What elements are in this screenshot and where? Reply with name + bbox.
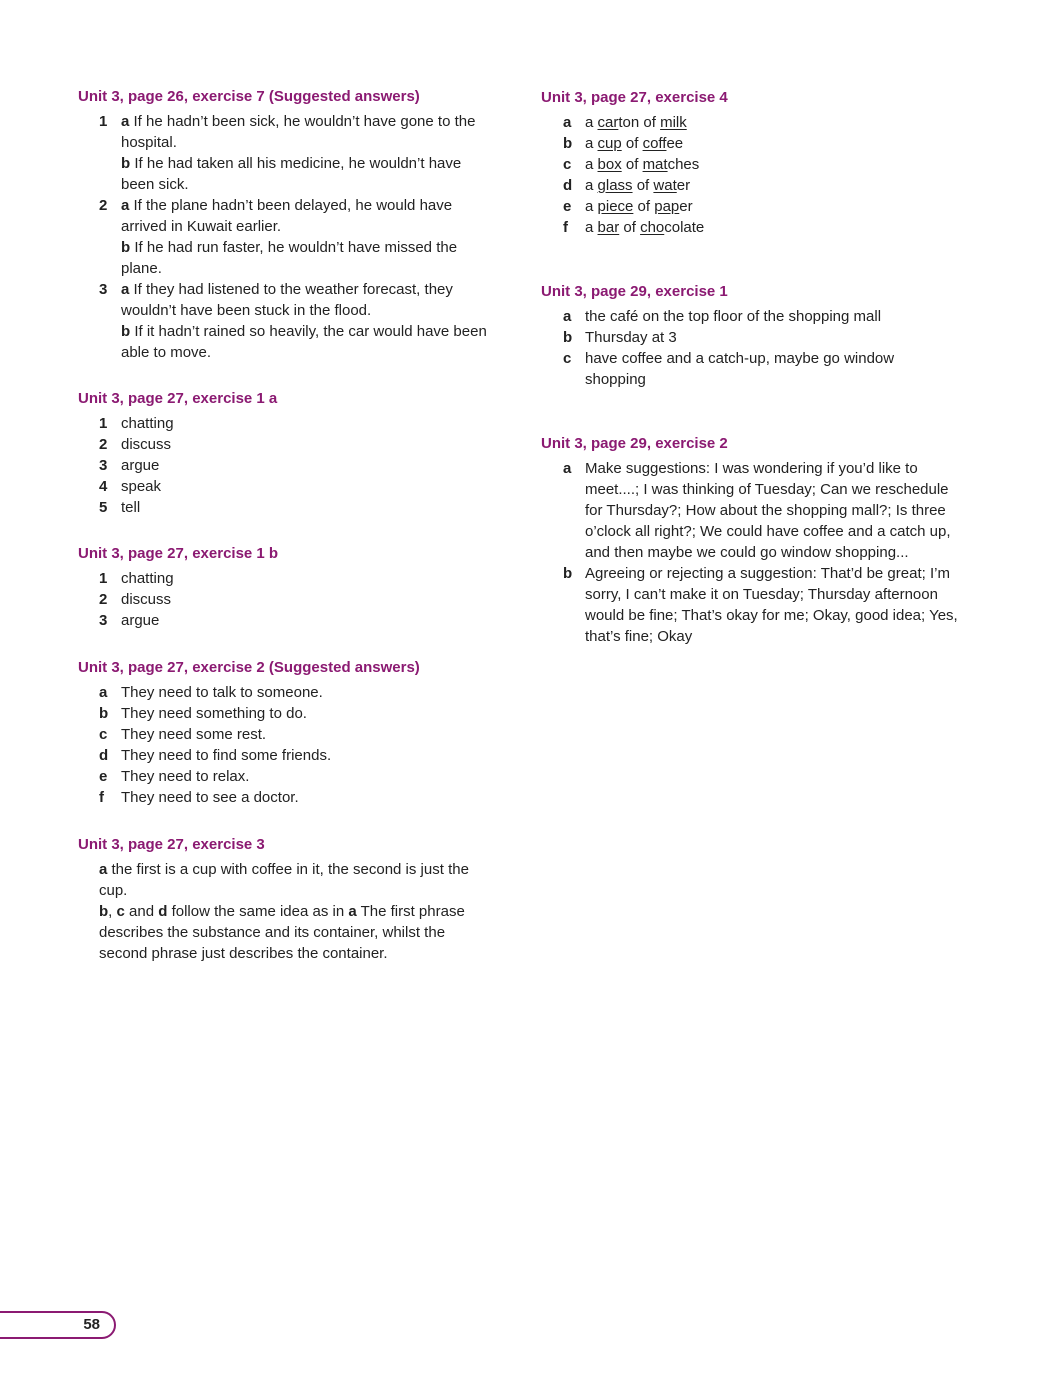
word-rest: ee — [666, 135, 684, 152]
item-label: a — [99, 684, 108, 701]
sub-label: a — [121, 113, 130, 130]
underlined-part: mat — [642, 156, 668, 173]
list-item — [99, 413, 277, 434]
underlined-part: piece — [597, 198, 634, 215]
answer-text: and — [124, 903, 159, 920]
answer-text: chatting — [121, 570, 174, 587]
list-item — [563, 175, 728, 196]
list-item — [99, 766, 420, 787]
list-item — [99, 476, 277, 497]
list-item — [99, 568, 278, 589]
answer-text: chatting — [121, 415, 174, 432]
item-label: 2 — [99, 591, 108, 608]
article: a — [585, 198, 598, 215]
section-heading: Unit 3, page 27, exercise 1 b — [78, 545, 279, 562]
list-item — [563, 112, 728, 133]
item-label: b — [563, 565, 573, 582]
section-heading: Unit 3, page 26, exercise 7 (Suggested answers) — [78, 88, 420, 105]
answer-text: have coffee and a catch-up, maybe go window shopping — [585, 350, 895, 388]
answer-text: If the plane hadn’t been delayed, he would have arrived in Kuwait earlier. — [121, 197, 453, 235]
answer-text: Make suggestions: I was wondering if you’d like to meet....; I was thinking of Tuesday; Can we reschedule for Thursday?; How about the shopping mall?; Is three o’clock all right?; We could have coffee and a catch up, and then maybe we could go window shopping... — [585, 460, 951, 561]
answer-text: Agreeing or rejecting a suggestion: That’d be great; I’m sorry, I can’t make it on Tuesday; Thursday afternoon would be fine; That’s okay for me; Okay, good idea; Yes, that’s fine; Okay — [585, 565, 958, 645]
answer-text: They need to see a doctor. — [121, 789, 299, 806]
section-heading: Unit 3, page 29, exercise 2 — [541, 435, 728, 452]
item-label: e — [563, 198, 572, 215]
underlined-part: car — [597, 114, 619, 131]
list-item — [563, 133, 728, 154]
section-heading: Unit 3, page 27, exercise 3 — [78, 836, 265, 853]
answer-text — [585, 154, 728, 175]
list-item — [563, 458, 958, 563]
sub-label: d — [158, 903, 168, 920]
section-ex4 — [541, 88, 728, 238]
answer-text: tell — [121, 499, 141, 516]
list-item — [563, 154, 728, 175]
item-label: a — [563, 308, 572, 325]
item-label: c — [563, 350, 572, 367]
answer-text: the first is a cup with coffee in it, the second is just the cup. — [99, 861, 469, 899]
item-label: 5 — [99, 499, 108, 516]
item-label: a — [563, 460, 572, 477]
sub-label: b — [99, 903, 109, 920]
underlined-part: cup — [597, 135, 622, 152]
answer-text: The first phrase describes the substance and its container, whilst the second phrase just describes the container. — [99, 903, 465, 962]
section-ex1a — [78, 389, 277, 518]
word-rest: ches — [667, 156, 700, 173]
list-item — [99, 111, 489, 195]
list-item — [99, 279, 489, 363]
article: a — [585, 177, 598, 194]
item-label: 2 — [99, 436, 108, 453]
item-label: b — [563, 135, 573, 152]
answer-text: They need to talk to someone. — [121, 684, 323, 701]
item-label: b — [563, 329, 573, 346]
list-item — [99, 682, 420, 703]
list-item — [563, 327, 933, 348]
underlined-part: coff — [642, 135, 667, 152]
list-item — [99, 610, 278, 631]
section-ex3 — [78, 835, 498, 964]
sub-label: a — [121, 281, 130, 298]
underlined-part: box — [597, 156, 622, 173]
answer-text: argue — [121, 457, 160, 474]
list-item — [99, 703, 420, 724]
article: a — [585, 219, 598, 236]
answer-paragraph — [99, 859, 489, 901]
answer-text: They need something to do. — [121, 705, 307, 722]
sub-label: b — [121, 239, 131, 256]
answer-text: If he had run faster, he wouldn’t have missed the plane. — [121, 239, 458, 277]
list-item — [563, 306, 933, 327]
item-label: 3 — [99, 612, 108, 629]
word-rest: er — [676, 177, 691, 194]
section-ex2 — [78, 658, 420, 808]
answer-text: They need to relax. — [121, 768, 250, 785]
answer-text: Thursday at 3 — [585, 329, 677, 346]
section-heading: Unit 3, page 27, exercise 1 a — [78, 390, 278, 407]
underlined-part: glass — [597, 177, 633, 194]
of-word: of — [632, 177, 654, 194]
section-ex1b — [78, 544, 278, 631]
article: a — [585, 156, 598, 173]
item-label: b — [99, 705, 109, 722]
of-word: of — [619, 219, 641, 236]
list-item — [99, 434, 277, 455]
answer-text: argue — [121, 612, 160, 629]
list-item — [99, 195, 489, 279]
item-label: f — [99, 789, 104, 806]
item-label: 4 — [99, 478, 108, 495]
section-p29-ex1 — [541, 282, 941, 390]
answer-text: If they had listened to the weather forecast, they wouldn’t have been stuck in the flood. — [121, 281, 453, 319]
sub-label: b — [121, 155, 131, 172]
list-item — [99, 455, 277, 476]
item-number: 3 — [99, 281, 108, 298]
of-word: of — [621, 135, 643, 152]
list-item — [563, 217, 728, 238]
answer-text: discuss — [121, 436, 172, 453]
word-rest: colate — [664, 219, 705, 236]
of-word: of — [621, 156, 643, 173]
item-label: 1 — [99, 415, 108, 432]
list-item — [563, 563, 958, 647]
section-p29-ex2 — [541, 434, 961, 647]
underlined-part: cho — [640, 219, 665, 236]
item-label: e — [99, 768, 108, 785]
answer-text: discuss — [121, 591, 172, 608]
sub-label: a — [99, 861, 108, 878]
section-ex7 — [78, 87, 498, 363]
list-item — [99, 589, 278, 610]
answer-text: the café on the top floor of the shopping mall — [585, 308, 882, 325]
list-item — [99, 724, 420, 745]
section-heading: Unit 3, page 29, exercise 1 — [541, 283, 728, 300]
list-item — [99, 787, 420, 808]
answer-paragraph — [99, 901, 489, 964]
answer-text: They need some rest. — [121, 726, 267, 743]
of-word: of — [633, 198, 655, 215]
item-label: f — [563, 219, 568, 236]
item-number: 2 — [99, 197, 108, 214]
item-label: d — [563, 177, 573, 194]
list-item — [563, 348, 933, 390]
underlined-part: pap — [654, 198, 680, 215]
answer-text — [585, 112, 728, 133]
answer-text: They need to find some friends. — [121, 747, 332, 764]
sub-label: a — [348, 903, 357, 920]
page-number: 58 — [0, 1311, 116, 1339]
answer-text: If it hadn’t rained so heavily, the car would have been able to move. — [121, 323, 487, 361]
underlined-part: bar — [597, 219, 620, 236]
word-rest: er — [679, 198, 693, 215]
answer-text: speak — [121, 478, 162, 495]
answer-text: follow the same idea as in — [167, 903, 349, 920]
list-item — [99, 497, 277, 518]
item-label: 3 — [99, 457, 108, 474]
list-item — [99, 745, 420, 766]
item-number: 1 — [99, 113, 108, 130]
of-word: of — [639, 114, 661, 131]
sub-label: b — [121, 323, 131, 340]
underlined-part: milk — [660, 114, 687, 131]
article: a — [585, 135, 598, 152]
answer-text — [585, 196, 728, 217]
section-heading: Unit 3, page 27, exercise 2 (Suggested answers) — [78, 659, 420, 676]
word-rest: ton — [618, 114, 640, 131]
answer-text — [585, 217, 728, 238]
item-label: d — [99, 747, 109, 764]
answer-text — [585, 175, 728, 196]
answer-text: , — [108, 903, 117, 920]
answer-text — [585, 133, 728, 154]
underlined-part: wat — [653, 177, 677, 194]
list-item — [563, 196, 728, 217]
section-heading: Unit 3, page 27, exercise 4 — [541, 89, 728, 106]
item-label: c — [563, 156, 572, 173]
sub-label: a — [121, 197, 130, 214]
item-label: c — [99, 726, 108, 743]
article: a — [585, 114, 598, 131]
item-label: 1 — [99, 570, 108, 587]
answer-text: If he had taken all his medicine, he wouldn’t have been sick. — [121, 155, 462, 193]
sub-label: c — [116, 903, 125, 920]
answer-text: If he hadn’t been sick, he wouldn’t have gone to the hospital. — [121, 113, 476, 151]
item-label: a — [563, 114, 572, 131]
